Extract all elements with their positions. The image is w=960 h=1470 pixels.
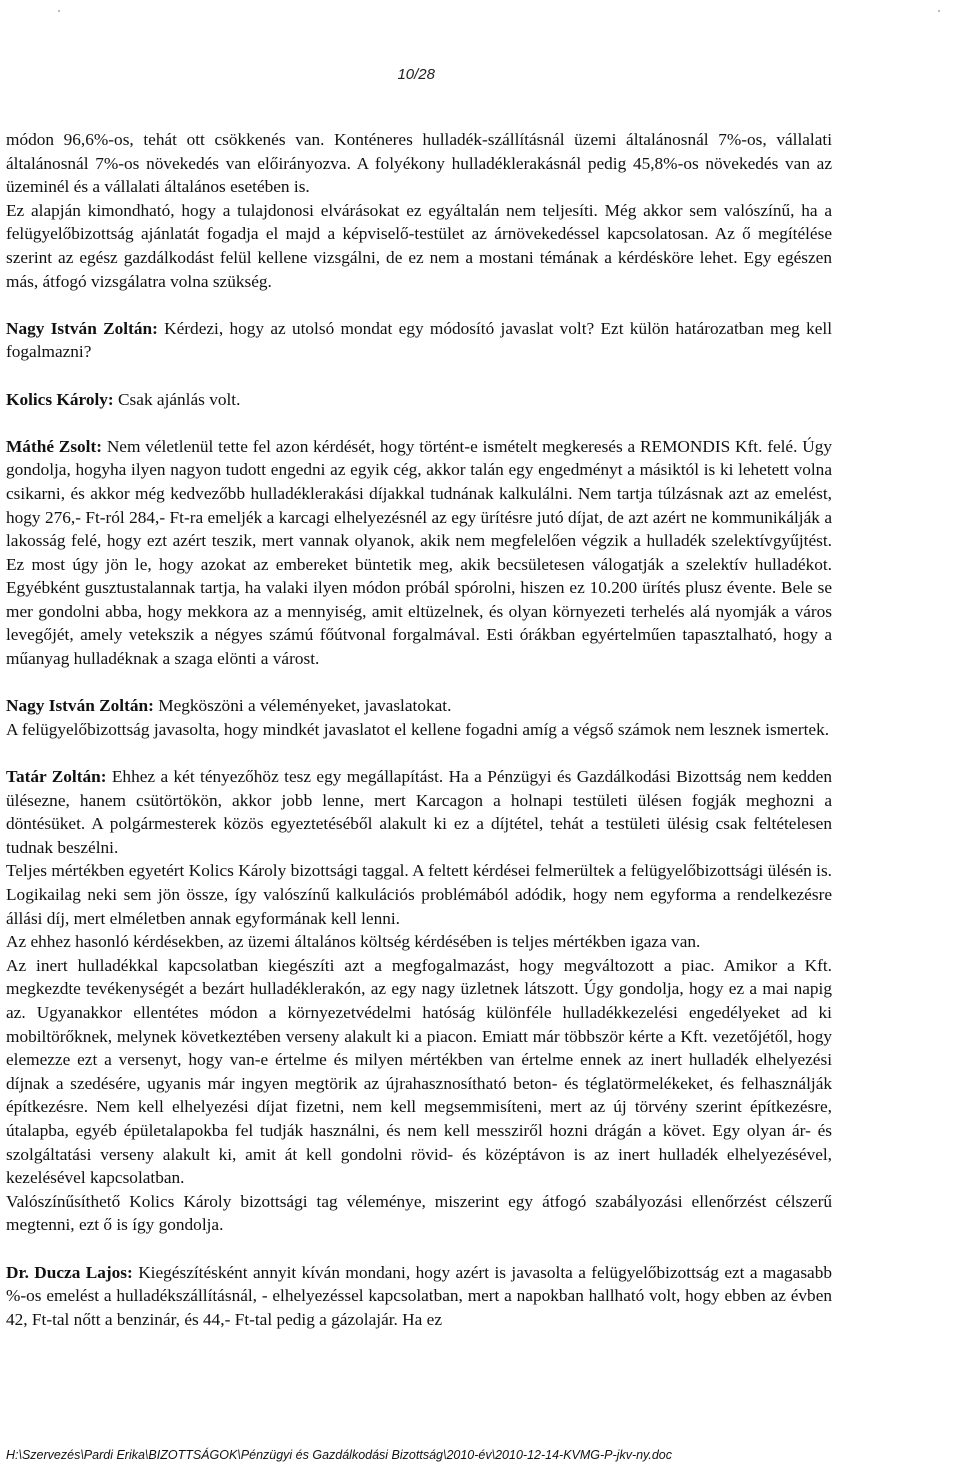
speaker-name: Dr. Ducza Lajos: bbox=[6, 1262, 133, 1282]
scan-speck bbox=[58, 10, 60, 12]
speaker-name: Kolics Károly: bbox=[6, 389, 114, 409]
document-body bbox=[6, 128, 832, 1331]
footer-file-path: H:\Szervezés\Pardi Erika\BIZOTTSÁGOK\Pénzügyi és Gazdálkodási Bizottság\2010-év\2010-12-14-KVMG-P-jkv-ny.doc bbox=[6, 1448, 673, 1462]
paragraph bbox=[6, 1190, 832, 1237]
scan-speck bbox=[938, 10, 940, 12]
paragraph-text: Kiegészítésként annyit kíván mondani, hogy azért is javasolta a felügyelőbizottság ezt a magasabb %-os emelést a hulladékszállításnál, - elhelyezéssel kapcsolatban, mert a napokban hallható volt, hogy ebben az évben 42, Ft-tal nőtt a benzinár, és 44,- Ft-tal pedig a gázolajár. Ha ez bbox=[6, 1262, 833, 1329]
paragraph-text: módon 96,6%-os, tehát ott csökkenés van. Konténeres hulladék-szállításnál üzemi általánosnál 7%-os, vállalati általánosnál 7%-os növekedés van előirányozva. A folyékony hulladéklerakásnál pedig 45,8%-os növekedés van az üzeminél és a vállalati általános esetében is. bbox=[6, 130, 832, 197]
paragraph-text: Megköszöni a véleményeket, javaslatokat. bbox=[158, 696, 452, 716]
speaker-name: Nagy István Zoltán: bbox=[6, 318, 158, 338]
paragraph bbox=[6, 128, 832, 199]
paragraph bbox=[6, 954, 832, 1190]
speaker-paragraph bbox=[6, 317, 832, 364]
paragraph-text: Az inert hulladékkal kapcsolatban kiegészíti azt a megfogalmazást, hogy megváltozott a piac. Amikor a Kft. megkezdte tevékenységét a bezárt hulladéklerakón, az egy nagy üzletnek látszott. Úgy gondolja, hogy ez a mai napig az. Ugyanakkor ellentétes módon a környezetvédelmi hatóság különféle hulladékkezelési engedélyeket ad ki mobiltörőknek, melynek következtében verseny alakult ki a piacon. Emiatt már többször kérte a Kft. vezetőjétől, hogy elemezze ezt a versenyt, hogy van-e értelme és milyen mértékben van értelme ennek az inert hulladék elhelyezési díjnak a szedésére, ugyanis már ingyen megtörik az újrahasznosítható beton- és téglatörmelékeket, és felhasználják építkezésre. Nem kell elhelyezési díjat fizetni, nem kell megsemmisíteni, mert az új törvény szerint építkezésre, útalapba, egyéb épületalapokba fel tudják használni, és nem kell messziről hozni drágán a követ. Egy olyan ár- és szolgáltatási verseny alakult ki, amit át kell gondolni rövid- és középtávon is az inert hulladék elhelyezésével, kezelésével kapcsolatban. bbox=[6, 955, 832, 1188]
paragraph-text: Kérdezi, hogy az utolsó mondat egy módosító javaslat volt? Ezt külön határozatban meg kell fogalmazni? bbox=[6, 318, 833, 362]
paragraph-text: Valószínűsíthető Kolics Károly bizottsági tag véleménye, miszerint egy átfogó szabályozási ellenőrzést célszerű megtenni, ezt ő is így gondolja. bbox=[6, 1191, 832, 1235]
paragraph-text: Csak ajánlás volt. bbox=[118, 389, 241, 409]
paragraph bbox=[6, 199, 832, 293]
speaker-paragraph bbox=[6, 435, 832, 671]
page-number: 10/28 bbox=[397, 66, 435, 83]
paragraph-text: Ehhez a két tényezőhöz tesz egy megállapítást. Ha a Pénzügyi és Gazdálkodási Bizottság nem kedden ülésezne, hanem csütörtökön, akkor jobb lenne, mert Karcagon a holnapi testületi ülésen fogják meghozni a döntésüket. A polgármesterek közös egyeztetéséből alakult ki ez a díjtétel, tehát a testületi ülésig csak feltételesen tudnak beszélni. bbox=[6, 767, 832, 857]
paragraph-text: Ez alapján kimondható, hogy a tulajdonosi elvárásokat ez egyáltalán nem teljesíti. Még akkor sem valószínű, ha a felügyelőbizottság ajánlatát fogadja el majd a képviselő-testület az árnövekedéssel kapcsolatosan. Az ő megítélése szerint az egész gazdálkodást felül kellene vizsgálni, de ez nem a mostani témának a kérdésköre lehet. Egy egészen más, átfogó vizsgálatra volna szükség. bbox=[6, 200, 832, 291]
speaker-name: Nagy István Zoltán: bbox=[6, 696, 154, 716]
speaker-name: Máthé Zsolt: bbox=[6, 436, 102, 456]
speaker-paragraph bbox=[6, 388, 832, 412]
paragraph bbox=[6, 718, 832, 742]
speaker-paragraph bbox=[6, 765, 832, 859]
speaker-paragraph bbox=[6, 1261, 832, 1332]
paragraph-text: Az ehhez hasonló kérdésekben, az üzemi általános költség kérdésében is teljes mértékben igaza van. bbox=[6, 932, 701, 952]
paragraph bbox=[6, 859, 832, 930]
paragraph-text: Teljes mértékben egyetért Kolics Károly bizottsági taggal. A feltett kérdései felmerültek a felügyelőbizottsági ülésén is. Logikailag neki sem jön össze, így valószínű kalkulációs problémából adódik, hogy nem egyforma a rendelkezésre állási díj, mert elméletben annak egyformának kell lenni. bbox=[6, 861, 832, 928]
paragraph bbox=[6, 930, 832, 954]
paragraph-text: A felügyelőbizottság javasolta, hogy mindkét javaslatot el kellene fogadni amíg a végső számok nem lesznek ismertek. bbox=[6, 719, 830, 739]
speaker-name: Tatár Zoltán: bbox=[6, 767, 107, 787]
speaker-paragraph bbox=[6, 694, 832, 718]
paragraph-text: Nem véletlenül tette fel azon kérdését, hogy történt-e ismételt megkeresés a REMONDIS Kft. felé. Úgy gondolja, hogyha ilyen nagyon tudott engedni az egyik cég, akkor talán egy engedményt a másiktól is ki lehetett volna csikarni, és akkor még kedvezőbb hulladéklerakási díjakkal tudnának kalkulálni. Nem tartja túlzásnak azt az emelést, hogy 276,- Ft-ról 284,- Ft-ra emeljék a karcagi elhelyezésnél az egy ürítésre jutó díjat, de azt azért ne kommunikálják a lakosság felé, hogy ezt azért teszik, mert vannak olyanok, akik nem megfelelően végzik a hulladék szelektívgyűjtést. Ez most úgy jön le, hogy azokat az embereket büntetik meg, akik becsületesen válogatják a szelektív hulladékot. Egyébként gusztustalannak tartja, ha valaki ilyen módon próbál spórolni, hiszen ez 10.200 ürítés plusz évente. Bele se mer gondolni abba, hogy mekkora az a mennyiség, amit eltüzelnek, és olyan környezeti terhelés alá nyomják a város levegőjét, amely vetekszik a négyes számú főútvonal forgalmával. Esti órákban egyértelműen tapasztalható, hogy a műanyag hulladéknak a szaga elönti a várost. bbox=[6, 436, 832, 669]
